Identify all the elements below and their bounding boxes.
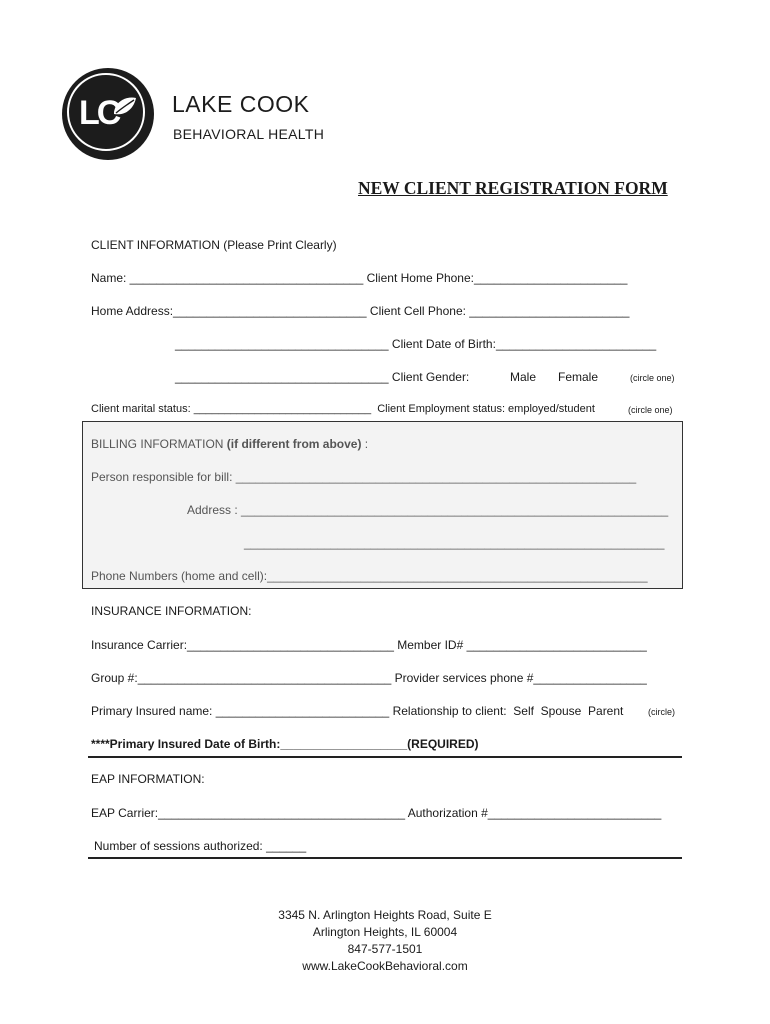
brand-subtitle: BEHAVIORAL HEALTH: [173, 126, 325, 142]
billing-phones-line[interactable]: Phone Numbers (home and cell):_________________________________________________________: [91, 569, 648, 583]
client-gender-line[interactable]: ________________________________ Client Gender:: [175, 370, 470, 384]
footer-city: Arlington Heights, IL 60004: [312, 925, 458, 939]
footer-street: 3345 N. Arlington Heights Road, Suite E: [278, 908, 492, 922]
client-name-line[interactable]: Name: ___________________________________ Client Home Phone:_______________________: [91, 271, 628, 285]
insurance-divider: [88, 756, 682, 758]
gender-circle-note: (circle one): [630, 373, 675, 383]
client-info-header: CLIENT INFORMATION (Please Print Clearly): [91, 238, 337, 252]
client-marital-line[interactable]: Client marital status: _____________________________ Client Employment status: employed/student: [91, 403, 595, 415]
client-address-line[interactable]: Home Address:_____________________________ Client Cell Phone: ________________________: [91, 304, 630, 318]
insurance-primary-line[interactable]: Primary Insured name: __________________________ Relationship to client: Self Spouse Parent: [91, 704, 624, 718]
billing-address2-line[interactable]: _______________________________________________________________: [244, 536, 665, 550]
eap-sessions-line[interactable]: Number of sessions authorized: ______: [94, 839, 307, 853]
brand-name: LAKE COOK: [172, 91, 310, 117]
eap-header: EAP INFORMATION:: [91, 772, 205, 786]
employment-circle-note: (circle one): [628, 405, 673, 415]
insurance-dob-line[interactable]: ****Primary Insured Date of Birth:___________________(REQUIRED): [91, 737, 479, 751]
form-title: NEW CLIENT REGISTRATION FORM: [358, 178, 668, 198]
billing-address-line[interactable]: Address : ________________________________________________________________: [187, 503, 669, 517]
insurance-carrier-line[interactable]: Insurance Carrier:_______________________________ Member ID# ___________________________: [91, 638, 647, 652]
billing-header-prefix: BILLING INFORMATION: [91, 437, 227, 451]
insurance-header: INSURANCE INFORMATION:: [91, 604, 252, 618]
logo-monogram: LC: [79, 94, 119, 132]
client-address2-line[interactable]: ________________________________ Client Date of Birth:________________________: [175, 337, 657, 351]
footer-website[interactable]: www.LakeCookBehavioral.com: [302, 959, 468, 973]
insurance-group-line[interactable]: Group #:______________________________________ Provider services phone #_________________: [91, 671, 647, 685]
eap-carrier-line[interactable]: EAP Carrier:_____________________________________ Authorization #__________________________: [91, 806, 662, 820]
billing-person-line[interactable]: Person responsible for bill: ____________________________________________________________: [91, 470, 637, 484]
billing-header-bold: (if different from above): [226, 437, 362, 451]
billing-header-suffix: :: [361, 437, 369, 451]
eap-divider: [88, 857, 682, 859]
footer-phone: 847-577-1501: [347, 942, 423, 956]
relationship-circle-note: (circle): [648, 707, 675, 717]
gender-option-male[interactable]: Male: [510, 370, 537, 384]
gender-option-female[interactable]: Female: [558, 370, 599, 384]
billing-header: [91, 437, 368, 451]
logo-mark: [62, 68, 154, 160]
